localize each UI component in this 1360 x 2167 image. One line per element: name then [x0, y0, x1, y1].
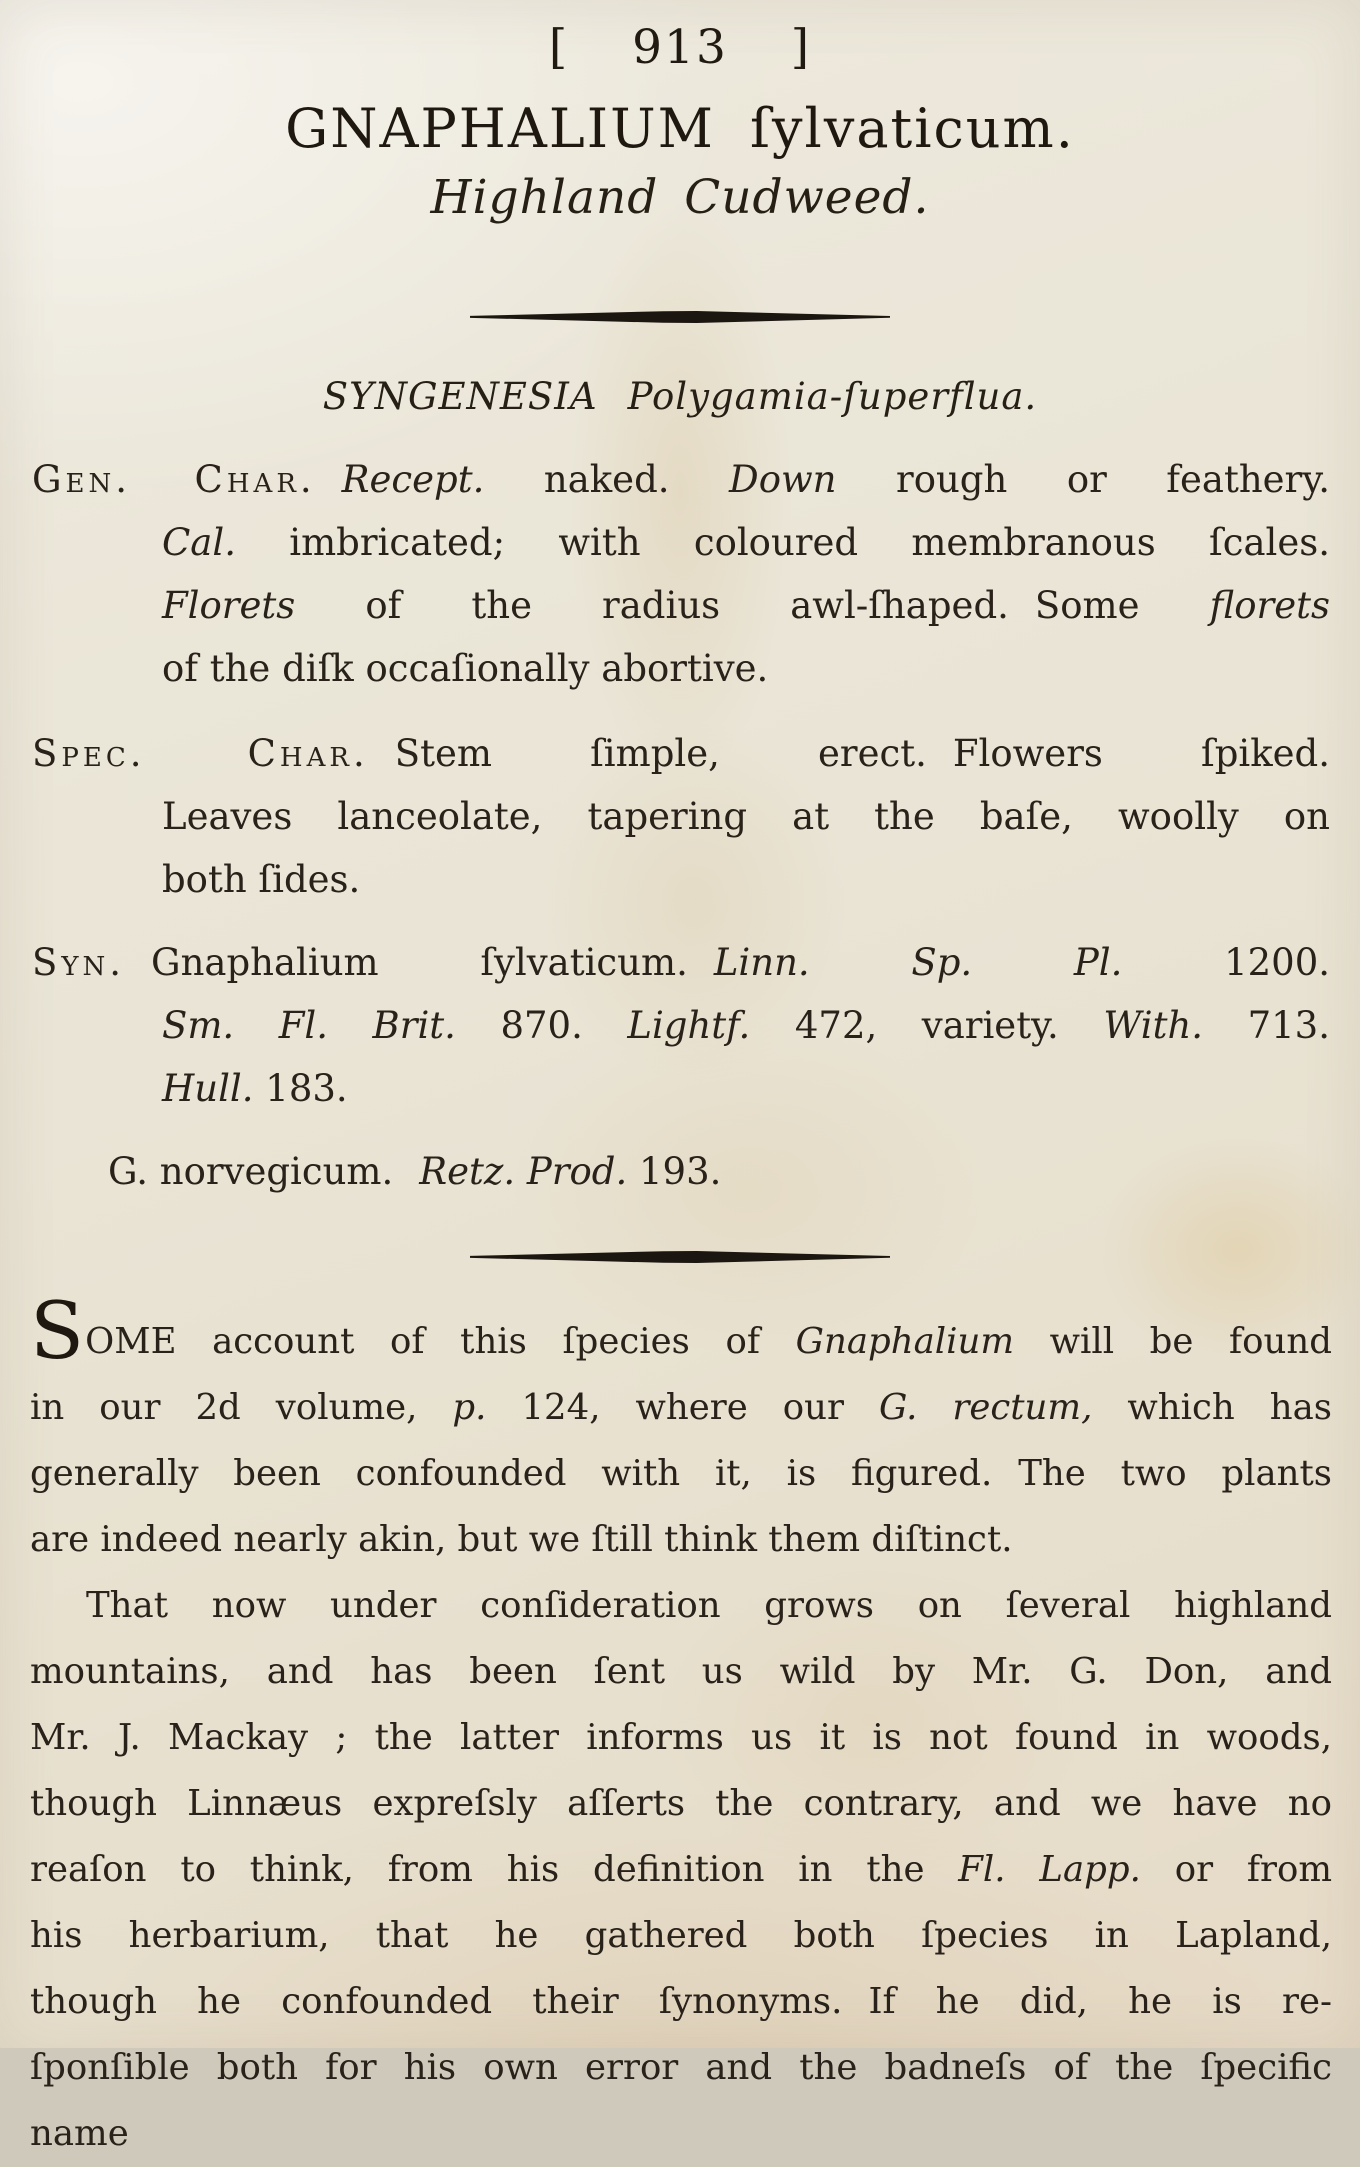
text-run: are indeed nearly akin, but we ſtill think them diſtinct. [30, 1519, 1013, 1560]
species-title: GNAPHALIUM ſylvaticum. [285, 97, 1075, 160]
text-run: Cal. [162, 521, 236, 564]
text-run: account of this ſpecies of [176, 1321, 796, 1362]
text-line [32, 511, 1330, 574]
text-run: Lightf. [627, 1004, 751, 1047]
text-run: in our 2d volume, [30, 1387, 453, 1428]
text-run: of the radius awl-ſhaped. [295, 584, 1009, 627]
text-run: Hull. [162, 1067, 254, 1110]
text-run: Stem ſimple, erect. [394, 732, 927, 775]
body-paragraph-1 [0, 1285, 1360, 1573]
gen-char-label: Gen. Char. [32, 458, 316, 501]
text-run: naked. [484, 458, 730, 501]
synonyms-secondary-section [0, 1140, 1360, 1203]
drop-cap: S [30, 1285, 86, 1377]
text-run: both ſides. [162, 858, 361, 901]
text-line [32, 1140, 1330, 1203]
text-line [30, 2035, 1332, 2101]
text-run: 1200. [1122, 941, 1331, 984]
text-run: p. [452, 1387, 487, 1428]
page-number: [ 913 ] [548, 20, 812, 75]
text-run: OME [85, 1321, 177, 1362]
text-line [30, 1375, 1332, 1441]
text-run: rough or feathery. [836, 458, 1330, 501]
class-name: SYNGENESIA [322, 375, 598, 418]
text-run: 472, variety. [750, 1004, 1104, 1047]
text-line [30, 1639, 1332, 1705]
text-run: Linn. Sp. Pl. [713, 941, 1123, 984]
section-divider-middle [470, 1251, 890, 1263]
specific-character-section [0, 722, 1360, 911]
text-run: The two plants [1018, 1453, 1332, 1494]
text-run: 713. [1203, 1004, 1330, 1047]
text-run: 183. [253, 1067, 348, 1110]
text-line [32, 574, 1330, 637]
section-divider-top [470, 311, 890, 323]
text-run: which has [1092, 1387, 1332, 1428]
text-line [30, 1285, 1333, 1377]
text-line [32, 1057, 1330, 1120]
text-run: G. norvegicum. [108, 1150, 394, 1193]
text-run: That now under conſideration grows on ſeveral highland [86, 1585, 1332, 1626]
text-run: mountains, and has been ſent us wild by Mr. G. Don, and [30, 1651, 1332, 1692]
text-run: will be found [1013, 1321, 1333, 1362]
text-run: Gnaphalium [795, 1321, 1014, 1362]
text-run: though he confounded their ſynonyms. [30, 1981, 843, 2022]
text-line [32, 931, 1330, 994]
text-line [32, 994, 1330, 1057]
text-run: Mr. J. Mackay ; the latter informs us it is not found in woods, [30, 1717, 1332, 1758]
text-line [30, 1837, 1332, 1903]
synonyms-section [0, 931, 1360, 1120]
text-line [30, 1903, 1332, 1969]
text-run: With. [1103, 1004, 1204, 1047]
text-run: Florets [162, 584, 296, 627]
text-line [30, 1969, 1332, 2035]
text-run: of the diſk occaſionally abortive. [162, 647, 769, 690]
text-run: Retz. Prod. [419, 1150, 628, 1193]
text-run: Some [1034, 584, 1210, 627]
text-line [32, 848, 1330, 911]
text-line [30, 1441, 1332, 1507]
text-run: Flowers ſpiked. [952, 732, 1331, 775]
text-run: 124, where our [486, 1387, 880, 1428]
text-line [32, 637, 1330, 700]
text-run: name [30, 2113, 129, 2154]
text-run: Recept. [341, 458, 485, 501]
text-line [30, 1507, 1332, 1573]
text-line [30, 2101, 1332, 2167]
order-name: Polygamia-ſuperflua. [627, 375, 1038, 418]
text-run: Down [729, 458, 837, 501]
text-run: If he did, he is re- [868, 1981, 1332, 2022]
text-run: Leaves lanceolate, tapering at the baſe, woolly on [162, 795, 1330, 838]
text-run: or from [1140, 1849, 1333, 1890]
text-run: 193. [627, 1150, 722, 1193]
text-run: generally been confounded with it, is figured. [30, 1453, 993, 1494]
text-run: florets [1209, 584, 1330, 627]
text-run: his herbarium, that he gathered both ſpecies in Lapland, [30, 1915, 1332, 1956]
text-line [30, 1771, 1332, 1837]
text-run: 870. [455, 1004, 628, 1047]
body-paragraph-2 [0, 1573, 1360, 2167]
text-run: reaſon to think, from his definition in the [30, 1849, 959, 1890]
text-run: Gnaphalium ſylvaticum. [151, 941, 688, 984]
text-run: G. rectum, [879, 1387, 1093, 1428]
text-line [30, 1573, 1332, 1639]
text-run: though Linnæus expreſsly aſſerts the contrary, and we have no [30, 1783, 1332, 1824]
text-run: imbricated; with coloured membranous ſcales. [235, 521, 1330, 564]
text-run: ſponſible both for his own error and the badneſs of the ſpecific [30, 2047, 1332, 2088]
text-run: Fl. Lapp. [958, 1849, 1141, 1890]
text-line [30, 1705, 1332, 1771]
text-line [32, 448, 1330, 511]
text-run: Sm. Fl. Brit. [162, 1004, 456, 1047]
spec-char-label: Spec. Char. [32, 732, 369, 775]
text-line [32, 785, 1330, 848]
text-line [32, 722, 1330, 785]
generic-character-section [0, 448, 1360, 700]
classification-heading [0, 375, 1360, 418]
common-name: Highland Cudweed. [430, 170, 930, 225]
syn-label: Syn. [32, 941, 126, 984]
